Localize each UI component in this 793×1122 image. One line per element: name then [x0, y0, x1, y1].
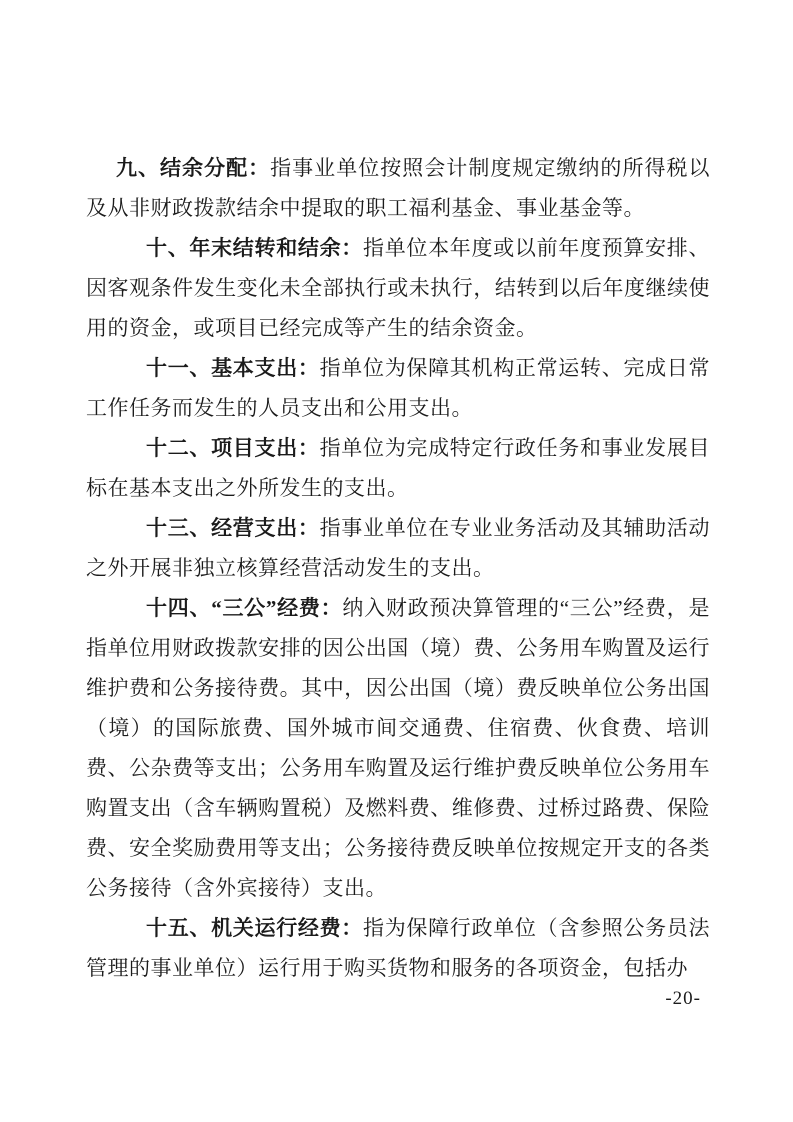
term-definition: 指事业单位按照会计制度规定缴纳的所得税以及从非财政拨款结余中提取的职工福利基金、事业基金等。	[86, 156, 711, 220]
term-heading: 十一、基本支出：	[146, 356, 320, 380]
term-definition: 指事业单位在专业业务活动及其辅助活动之外开展非独立核算经营活动发生的支出。	[86, 516, 711, 580]
term-heading: 九、结余分配：	[116, 156, 271, 180]
paragraph-term-14	[86, 588, 710, 908]
term-definition: 指单位为保障其机构正常运转、完成日常工作任务而发生的人员支出和公用支出。	[86, 356, 711, 420]
term-heading: 十五、机关运行经费：	[146, 916, 363, 940]
term-definition: 指单位本年度或以前年度预算安排、因客观条件发生变化未全部执行或未执行，结转到以后年度继续使用的资金，或项目已经完成等产生的结余资金。	[86, 236, 710, 340]
document-body	[86, 148, 710, 988]
term-definition: 纳入财政预决算管理的“三公”经费，是指单位用财政拨款安排的因公出国（境）费、公务用车购置及运行维护费和公务接待费。其中，因公出国（境）费反映单位公务出国（境）的国际旅费、国外城市间交通费、住宿费、伙食费、培训费、公杂费等支出；公务用车购置及运行维护费反映单位公务用车购置支出（含车辆购置税）及燃料费、维修费、过桥过路费、保险费、安全奖励费用等支出；公务接待费反映单位按规定开支的各类公务接待（含外宾接待）支出。	[86, 596, 711, 900]
term-definition: 指单位为完成特定行政任务和事业发展目标在基本支出之外所发生的支出。	[86, 436, 711, 500]
paragraph-term-12	[86, 428, 710, 508]
term-heading: 十二、项目支出：	[146, 436, 320, 460]
paragraph-term-15	[86, 908, 710, 988]
paragraph-term-13	[86, 508, 710, 588]
term-heading: 十四、“三公”经费：	[146, 596, 343, 620]
paragraph-term-11	[86, 348, 710, 428]
paragraph-term-9	[86, 148, 710, 228]
term-definition: 指为保障行政单位（含参照公务员法管理的事业单位）运行用于购买货物和服务的各项资金，包括办	[86, 916, 710, 980]
term-heading: 十三、经营支出：	[146, 516, 320, 540]
paragraph-term-10	[86, 228, 710, 348]
page-number: -20-	[665, 988, 701, 1009]
term-heading: 十、年末结转和结余：	[146, 236, 363, 260]
